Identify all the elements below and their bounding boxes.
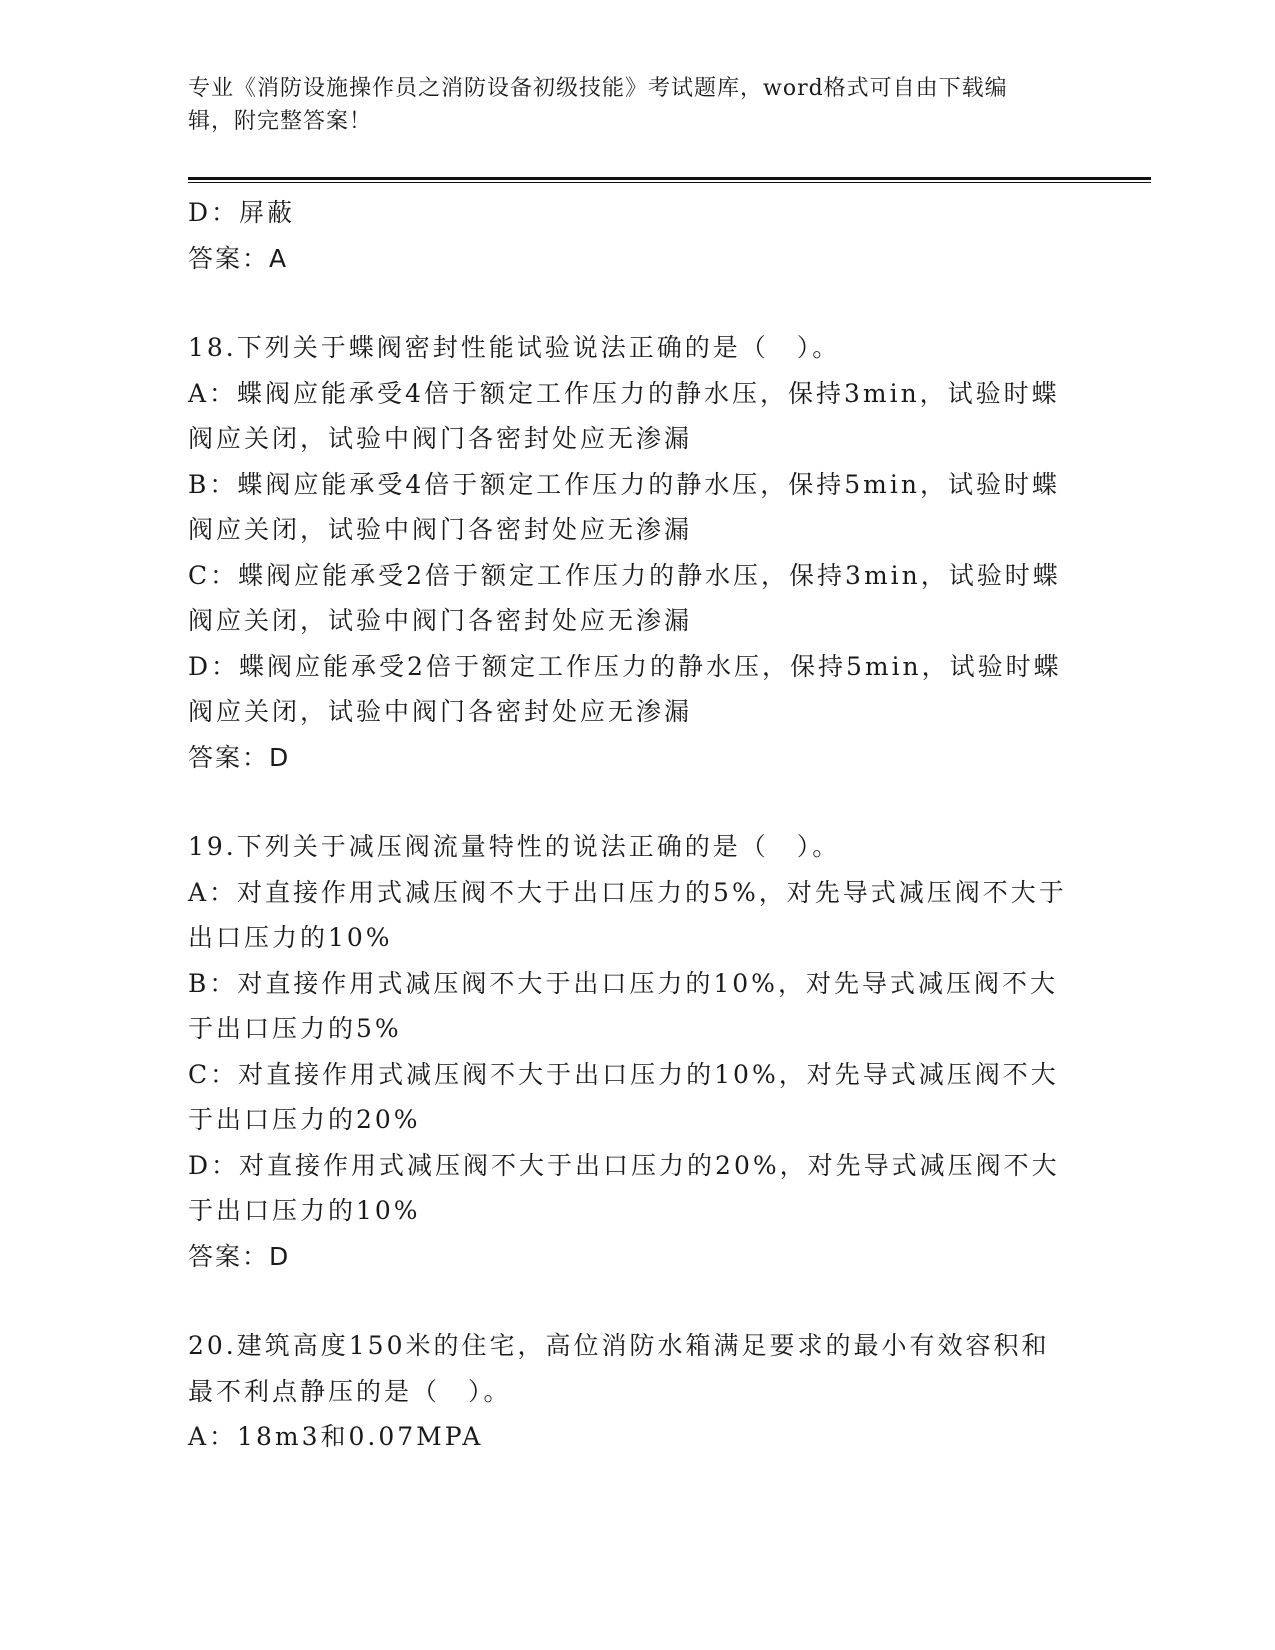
option-a-line-1: A：对直接作用式减压阀不大于出口压力的5%，对先导式减压阀不大于 xyxy=(188,877,1067,907)
header-divider-thick xyxy=(188,177,1151,180)
option-d-line-1: D：蝶阀应能承受2倍于额定工作压力的静水压，保持5min，试验时蝶 xyxy=(188,651,1062,681)
question-20 xyxy=(188,1323,1088,1460)
option-a-line-2: 阀应关闭，试验中阀门各密封处应无渗漏 xyxy=(188,424,693,453)
answer-line: 答案：D xyxy=(188,1241,291,1271)
header-line-2: 辑，附完整答案！ xyxy=(188,109,373,134)
document-body xyxy=(188,190,1088,1460)
option-c-line-2: 阀应关闭，试验中阀门各密封处应无渗漏 xyxy=(188,606,693,635)
question-19 xyxy=(188,824,1088,1279)
option-c-line-2: 于出口压力的20% xyxy=(188,1105,421,1134)
option-b-line-1: B：对直接作用式减压阀不大于出口压力的10%，对先导式减压阀不大 xyxy=(188,968,1058,998)
option-c-line-1: C：对直接作用式减压阀不大于出口压力的10%，对先导式减压阀不大 xyxy=(188,1059,1059,1089)
option-d-line-2: 于出口压力的10% xyxy=(188,1196,421,1225)
option-c-line-1: C：蝶阀应能承受2倍于额定工作压力的静水压，保持3min，试验时蝶 xyxy=(188,560,1061,590)
option-a-line-2: 出口压力的10% xyxy=(188,923,393,952)
option-b-line-2: 阀应关闭，试验中阀门各密封处应无渗漏 xyxy=(188,515,693,544)
option-a-line-1: A：18m3和0.07MPA xyxy=(188,1422,484,1451)
document-header xyxy=(188,72,1068,138)
option-b-line-1: B：蝶阀应能承受4倍于额定工作压力的静水压，保持5min，试验时蝶 xyxy=(188,469,1060,499)
answer-line: 答案：D xyxy=(188,742,291,772)
question-stem-line-2: 最不利点静压的是（ ）。 xyxy=(188,1376,512,1406)
option-d: D：屏蔽 xyxy=(188,198,296,227)
question-stem: 19.下列关于减压阀流量特性的说法正确的是（ ）。 xyxy=(188,832,841,861)
question-stem: 18.下列关于蝶阀密封性能试验说法正确的是（ ）。 xyxy=(188,333,841,362)
option-a-line-1: A：蝶阀应能承受4倍于额定工作压力的静水压，保持3min，试验时蝶 xyxy=(188,378,1060,408)
header-line-1: 专业《消防设施操作员之消防设备初级技能》考试题库，word格式可自由下载编 xyxy=(188,76,1008,101)
question-stem-line-1: 20.建筑高度150米的住宅，高位消防水箱满足要求的最小有效容积和 xyxy=(188,1331,1050,1360)
prev-question-tail xyxy=(188,190,1088,281)
option-d-line-2: 阀应关闭，试验中阀门各密封处应无渗漏 xyxy=(188,697,693,726)
header-divider-thin xyxy=(188,182,1151,183)
option-d-line-1: D：对直接作用式减压阀不大于出口压力的20%，对先导式减压阀不大 xyxy=(188,1150,1060,1180)
option-b-line-2: 于出口压力的5% xyxy=(188,1014,402,1043)
answer-line: 答案：A xyxy=(188,243,289,273)
question-18 xyxy=(188,325,1088,780)
